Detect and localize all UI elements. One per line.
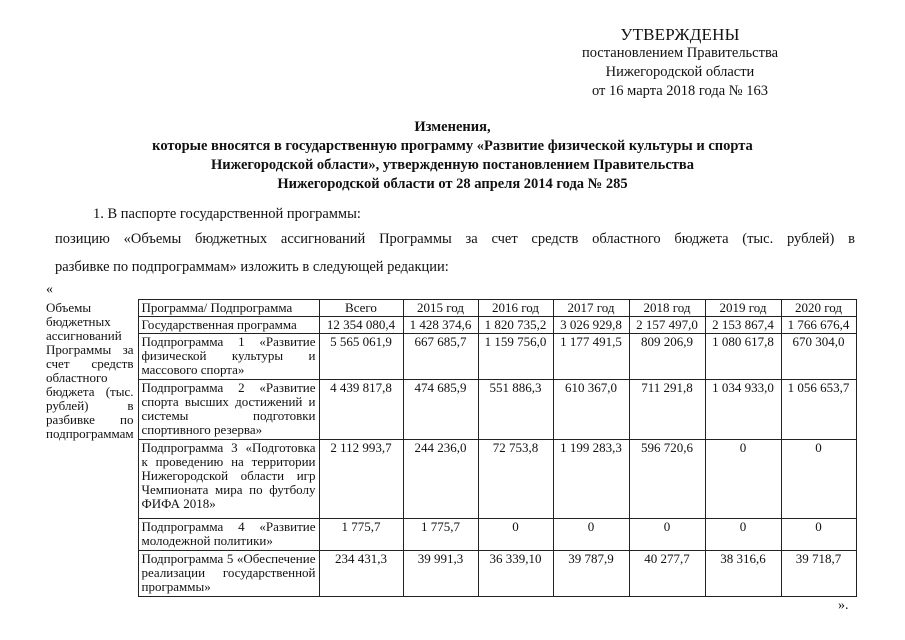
table-row: [43, 440, 856, 519]
table-row: [43, 317, 856, 334]
row-name: Подпрограмма 3 «Подготовка к проведению на территории Нижегородской области игр Чемпионата мира по футболу ФИФА 2018»: [138, 440, 319, 519]
row-name: Подпрограмма 2 «Развитие спорта высших достижений и системы подготовки спортивного резерва»: [138, 380, 319, 440]
cell-value: 1 080 617,8: [705, 334, 781, 380]
cell-value: 0: [781, 519, 856, 551]
row-name: Подпрограмма 4 «Развитие молодежной политики»: [138, 519, 319, 551]
cell-value: 234 431,3: [319, 551, 403, 597]
approved-line-3: от 16 марта 2018 года № 163: [592, 83, 768, 99]
approved-line-2: Нижегородской области: [605, 64, 755, 80]
cell-value: 1 766 676,4: [781, 317, 856, 334]
table-row: [43, 380, 856, 440]
row-name: Подпрограмма 1 «Развитие физической культуры и массового спорта»: [138, 334, 319, 380]
cell-value: 36 339,10: [478, 551, 553, 597]
table-row: [43, 519, 856, 551]
header-total: Всего: [319, 300, 403, 317]
header-2019: 2019 год: [705, 300, 781, 317]
cell-value: 1 056 653,7: [781, 380, 856, 440]
cell-value: 2 153 867,4: [705, 317, 781, 334]
cell-value: 667 685,7: [403, 334, 478, 380]
header-2017: 2017 год: [553, 300, 629, 317]
cell-value: 551 886,3: [478, 380, 553, 440]
title-line-3: Нижегородской области», утвержденную постановлением Правительства: [211, 157, 694, 173]
approval-block: [550, 25, 810, 101]
header-2018: 2018 год: [629, 300, 705, 317]
header-program: Программа/ Подпрограмма: [138, 300, 319, 317]
paragraph-2: позицию «Объемы бюджетных ассигнований Программы за счет средств областного бюджета (тыс. рублей) в: [55, 231, 855, 247]
cell-value: 1 428 374,6: [403, 317, 478, 334]
cell-value: 39 991,3: [403, 551, 478, 597]
cell-value: 474 685,9: [403, 380, 478, 440]
cell-value: 1 775,7: [403, 519, 478, 551]
cell-value: 1 199 283,3: [553, 440, 629, 519]
cell-value: 670 304,0: [781, 334, 856, 380]
closing-quote: ».: [838, 598, 849, 613]
cell-value: 4 439 817,8: [319, 380, 403, 440]
header-2016: 2016 год: [478, 300, 553, 317]
cell-value: 3 026 929,8: [553, 317, 629, 334]
cell-value: 1 820 735,2: [478, 317, 553, 334]
cell-value: 39 787,9: [553, 551, 629, 597]
cell-value: 5 565 061,9: [319, 334, 403, 380]
cell-value: 2 112 993,7: [319, 440, 403, 519]
cell-value: 0: [781, 440, 856, 519]
cell-value: 0: [705, 440, 781, 519]
cell-value: 72 753,8: [478, 440, 553, 519]
table-header-row: [43, 300, 856, 317]
approved-line-1: постановлением Правительства: [581, 45, 779, 61]
cell-value: 809 206,9: [629, 334, 705, 380]
paragraph-3: разбивке по подпрограммам» изложить в следующей редакции:: [55, 259, 449, 275]
cell-value: 1 034 933,0: [705, 380, 781, 440]
cell-value: 12 354 080,4: [319, 317, 403, 334]
cell-value: 40 277,7: [629, 551, 705, 597]
cell-value: 1 159 756,0: [478, 334, 553, 380]
cell-value: 39 718,7: [781, 551, 856, 597]
table-row: [43, 551, 856, 597]
cell-value: 244 236,0: [403, 440, 478, 519]
opening-quote: «: [46, 282, 53, 297]
title-line-2: которые вносятся в государственную программу «Развитие физической культуры и спорта: [152, 138, 753, 154]
table-side-label: Объемы бюджетных ассигнований Программы за счет средств областного бюджета (тыс. рублей) в разбивке по подпрограммам: [46, 299, 134, 441]
cell-value: 2 157 497,0: [629, 317, 705, 334]
title-line-1: Изменения,: [414, 119, 491, 135]
cell-value: 0: [478, 519, 553, 551]
cell-value: 711 291,8: [629, 380, 705, 440]
title-line-4: Нижегородской области от 28 апреля 2014 года № 285: [277, 176, 628, 192]
cell-value: 0: [705, 519, 781, 551]
row-name: Подпрограмма 5 «Обеспечение реализации государственной программы»: [138, 551, 319, 597]
cell-value: 0: [629, 519, 705, 551]
table-row: [43, 334, 856, 380]
paragraph-1: 1. В паспорте государственной программы:: [93, 206, 361, 222]
header-2015: 2015 год: [403, 300, 478, 317]
cell-value: 38 316,6: [705, 551, 781, 597]
header-2020: 2020 год: [781, 300, 856, 317]
approved-heading: УТВЕРЖДЕНЫ: [620, 25, 740, 44]
document-title: [0, 118, 905, 194]
cell-value: 1 177 491,5: [553, 334, 629, 380]
cell-value: 596 720,6: [629, 440, 705, 519]
row-name: Государственная программа: [138, 317, 319, 334]
budget-table: [43, 299, 857, 597]
cell-value: 0: [553, 519, 629, 551]
cell-value: 610 367,0: [553, 380, 629, 440]
cell-value: 1 775,7: [319, 519, 403, 551]
